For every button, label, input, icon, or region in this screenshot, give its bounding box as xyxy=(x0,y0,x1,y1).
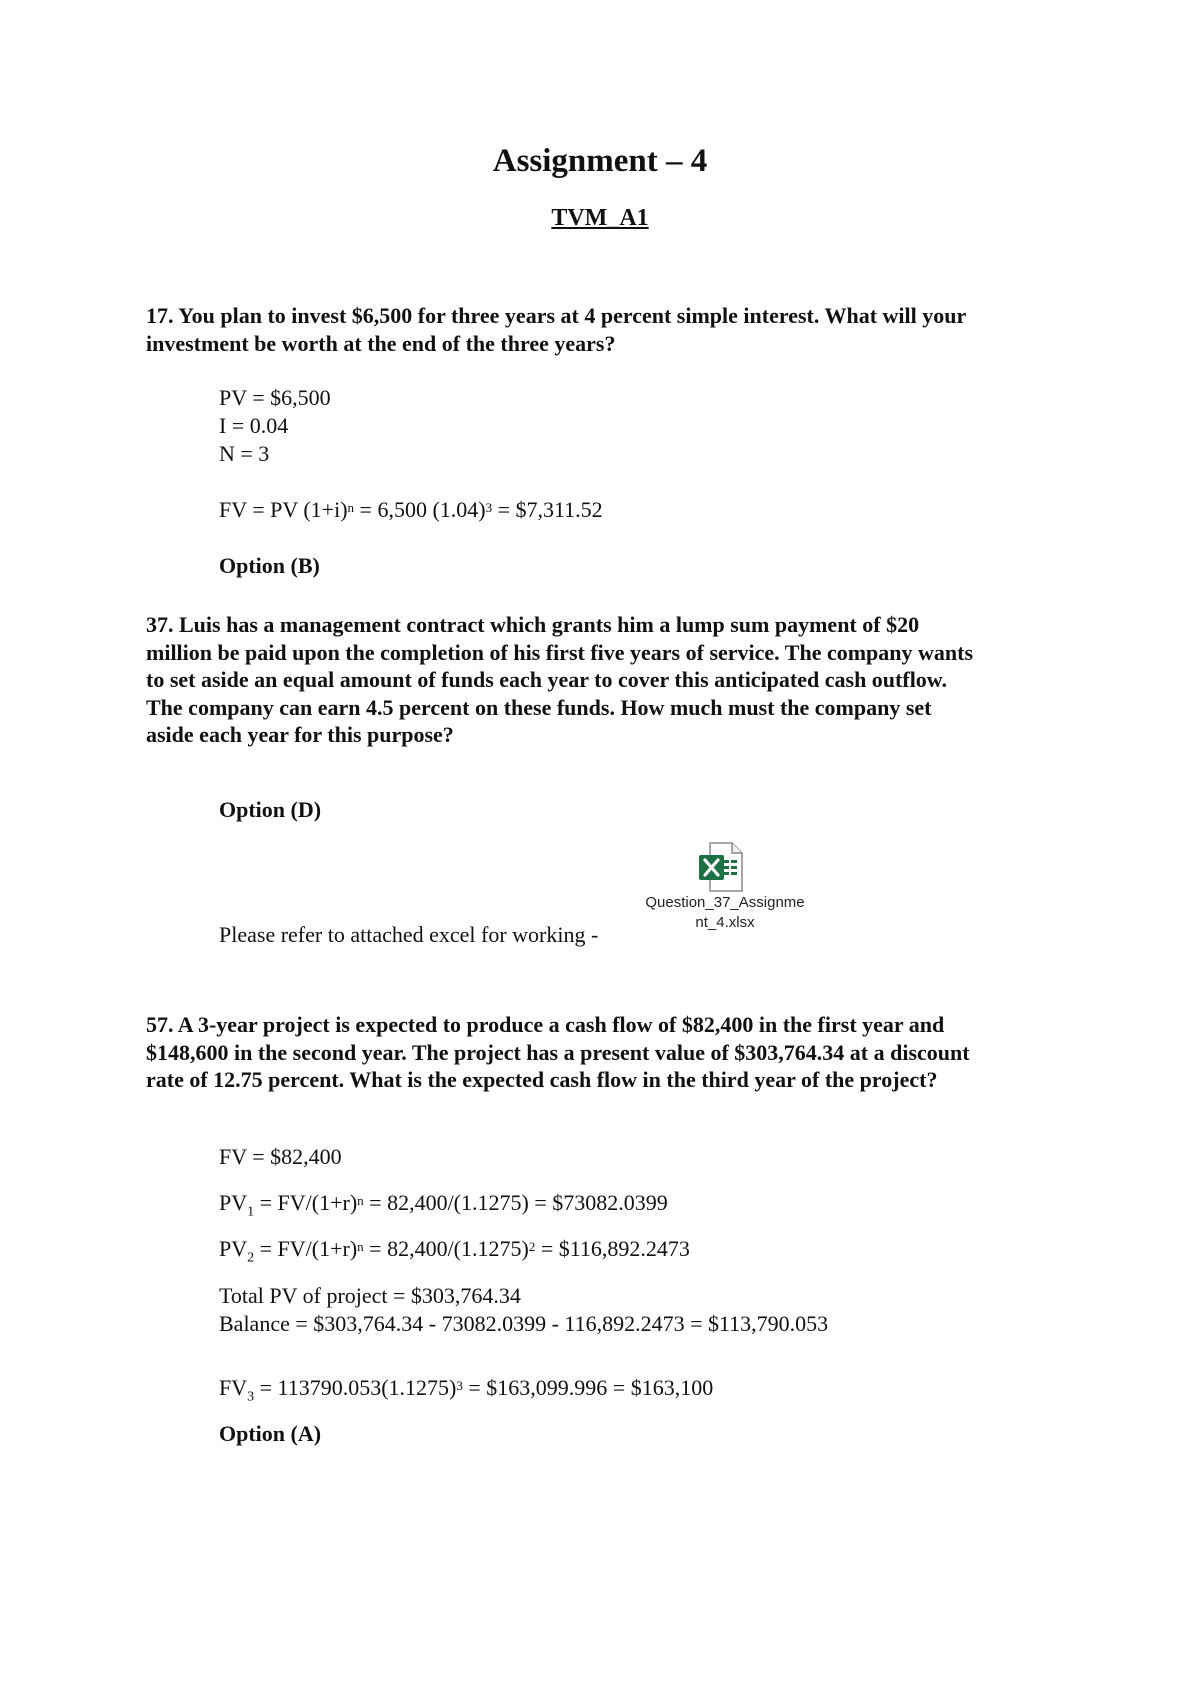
q57-pv2-part: = $116,892.2473 xyxy=(535,1236,690,1261)
q57-pv2-part: PV xyxy=(219,1236,248,1261)
q57-fv: FV = $82,400 xyxy=(219,1144,342,1169)
q57-fv3-exp: 3 xyxy=(456,1378,463,1393)
q37-question-line: The company can earn 4.5 percent on these funds. How much must the company set xyxy=(146,694,932,720)
q37-question-line: million be paid upon the completion of his first five years of service. The company wants xyxy=(146,639,974,665)
q17-i: I = 0.04 xyxy=(219,413,289,438)
q17-option: Option (B) xyxy=(219,553,320,578)
q37-question-line: to set aside an equal amount of funds each year to cover this anticipated cash outflow. xyxy=(146,667,947,692)
q57-balance: Balance = $303,764.34 - 73082.0399 - 116,892.2473 = $113,790.053 xyxy=(219,1311,829,1336)
q57-pv2-subscript: 2 xyxy=(247,1250,255,1266)
q17-fv-part: = $7,311.52 xyxy=(492,497,603,522)
q57-fv3-part: FV xyxy=(219,1375,248,1400)
page-title: Assignment – 4 xyxy=(492,143,708,179)
q17-fv-part: FV = PV (1+i) xyxy=(219,497,348,522)
q57-question-line: 57. A 3-year project is expected to produce a cash flow of $82,400 in the first year and xyxy=(146,1012,945,1037)
q57-pv1-part: = FV/(1+r) xyxy=(254,1190,358,1215)
q57-pv2-exp: 2 xyxy=(528,1239,536,1254)
q57-total-pv: Total PV of project = $303,764.34 xyxy=(219,1283,521,1308)
q57-pv2-formula xyxy=(219,1235,690,1272)
q17-n: N = 3 xyxy=(219,441,270,466)
q17-question xyxy=(146,302,966,357)
q37-option: Option (D) xyxy=(219,797,322,822)
attachment-filename[interactable]: Question_37_Assignment_4.xlsx xyxy=(645,894,805,931)
q57-fv3-formula xyxy=(219,1374,713,1411)
q37-question xyxy=(146,611,973,749)
q57-question-line: rate of 12.75 percent. What is the expected cash flow in the third year of the project? xyxy=(146,1067,938,1092)
q17-question-line: 17. You plan to invest $6,500 for three years at 4 percent simple interest. What will your xyxy=(146,303,967,328)
q57-pv1-subscript: 1 xyxy=(247,1204,255,1220)
q57-pv1-exp: n xyxy=(357,1193,364,1208)
q57-pv2-part: = FV/(1+r) xyxy=(254,1236,358,1261)
q57-pv2-part: = 82,400/(1.1275) xyxy=(363,1236,529,1261)
q17-fv-formula xyxy=(219,496,603,524)
q37-question-line: aside each year for this purpose? xyxy=(146,722,454,747)
q17-fv-exp: n xyxy=(347,500,355,515)
q57-fv3-part: = 113790.053(1.1275) xyxy=(254,1375,457,1400)
q57-totals xyxy=(219,1282,828,1338)
q17-fv-part: = 6,500 (1.04) xyxy=(354,497,486,522)
q57-fv3-part: = $163,099.996 = $163,100 xyxy=(462,1375,714,1400)
excel-file-icon[interactable] xyxy=(698,842,744,892)
q57-pv1-formula xyxy=(219,1189,668,1226)
q17-pv: PV = $6,500 xyxy=(219,385,331,410)
q57-pv1-part: PV xyxy=(219,1190,248,1215)
q57-question-line: $148,600 in the second year. The project has a present value of $303,764.34 at a discount xyxy=(146,1039,970,1065)
q57-pv1-part: = 82,400/(1.1275) = $73082.0399 xyxy=(363,1190,668,1215)
q57-fv3-subscript: 3 xyxy=(247,1389,255,1405)
q37-refer-text: Please refer to attached excel for working - xyxy=(219,922,599,947)
q57-pv2-exp: n xyxy=(357,1239,364,1254)
q57-option: Option (A) xyxy=(219,1421,322,1446)
q17-question-line: investment be worth at the end of the three years? xyxy=(146,330,616,356)
page-subtitle: TVM_A1 xyxy=(551,205,649,231)
q17-fv-exp: 3 xyxy=(485,500,493,515)
q57-question xyxy=(146,1011,970,1094)
q17-givens xyxy=(219,384,331,468)
q37-question-line: 37. Luis has a management contract which grants him a lump sum payment of $20 xyxy=(146,612,920,637)
